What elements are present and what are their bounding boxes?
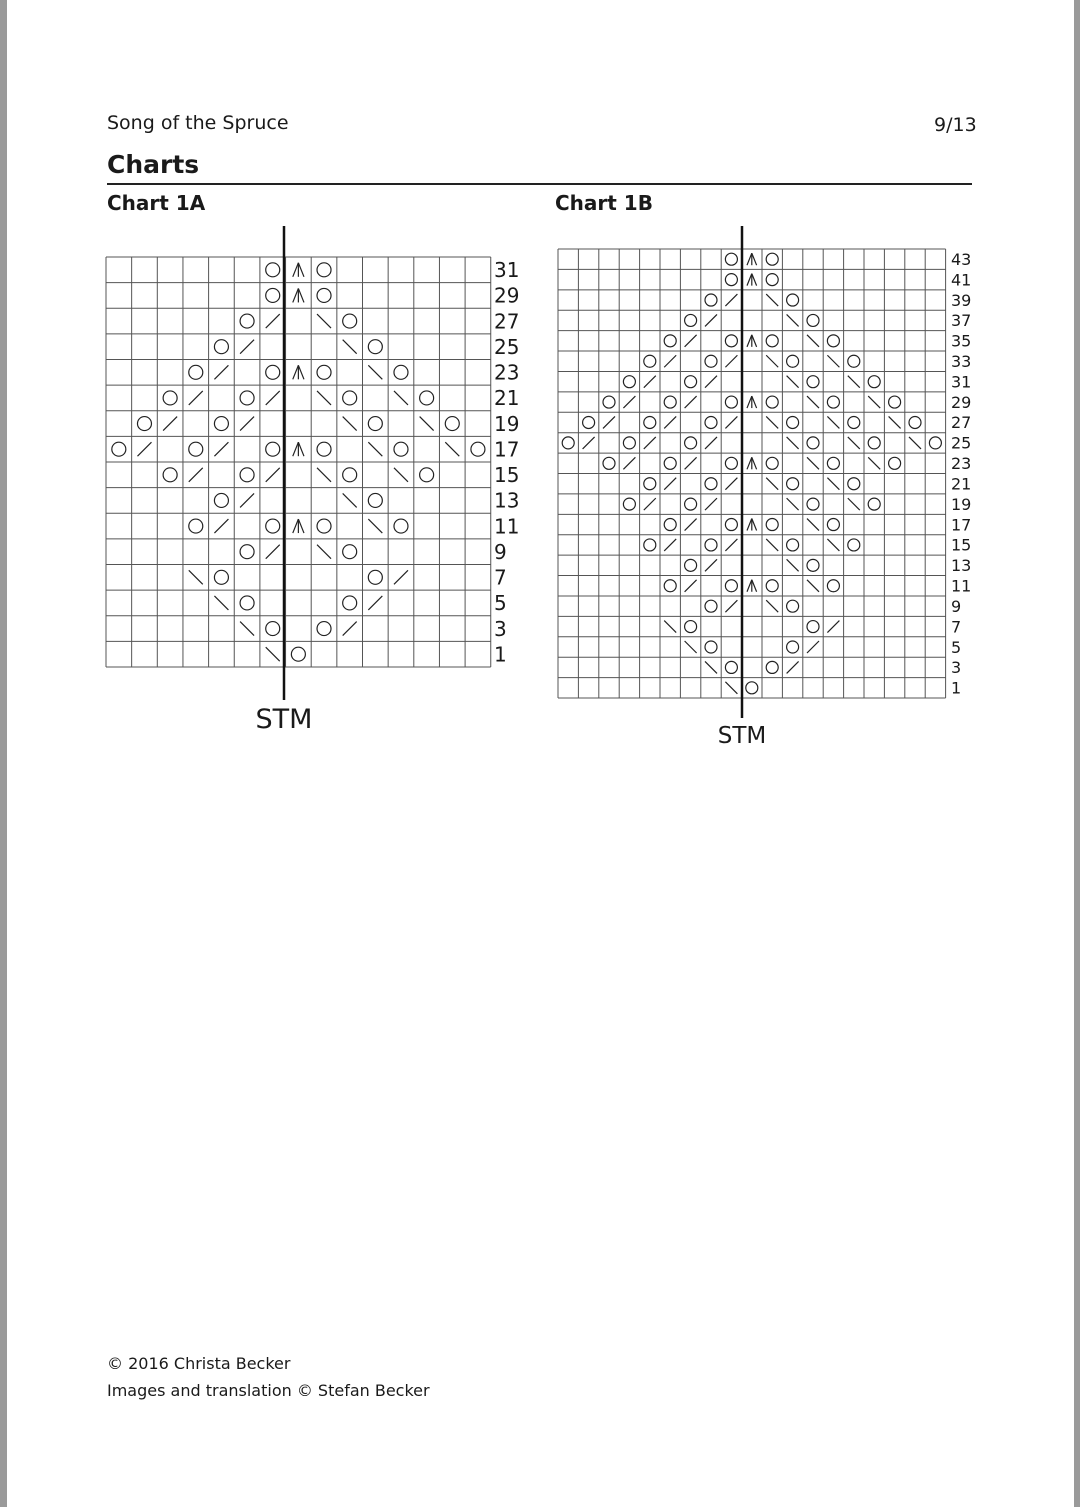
ssk-symbol [766,539,778,551]
double-decrease-symbol [747,580,757,592]
yarn-over-symbol [583,416,595,428]
yarn-over-symbol [623,376,635,388]
ssk-symbol [787,559,799,571]
yarn-over-symbol [725,253,737,265]
yarn-over-symbol [787,600,799,612]
row-number-label: 23 [494,360,520,385]
k2tog-symbol [685,519,697,531]
k2tog-symbol [705,498,717,510]
yarn-over-symbol [603,457,615,469]
yarn-over-symbol [787,355,799,367]
row-number-label: 7 [494,565,507,590]
row-number-label: 1 [494,642,507,667]
k2tog-symbol [787,661,799,673]
k2tog-symbol [725,600,737,612]
chart-1b-title: Chart 1B [555,191,653,215]
ssk-symbol [705,661,717,673]
row-number-label: 29 [951,392,972,412]
ssk-symbol [685,641,697,653]
ssk-symbol [766,416,778,428]
ssk-symbol [807,396,819,408]
ssk-symbol [807,519,819,531]
yarn-over-symbol [725,661,737,673]
k2tog-symbol [827,621,839,633]
yarn-over-symbol [807,498,819,510]
ssk-symbol [889,416,901,428]
copyright-line: © 2016 Christa Becker [107,1354,291,1373]
row-number-label: 33 [951,352,972,372]
yarn-over-symbol [644,539,656,551]
row-number-label: 21 [494,386,520,411]
yarn-over-symbol [685,437,697,449]
row-number-label: 19 [494,411,520,436]
row-number-label: 27 [494,309,520,334]
yarn-over-symbol [807,437,819,449]
row-number-label: 13 [951,556,972,576]
yarn-over-symbol [685,314,697,326]
row-number-label: 11 [951,576,972,596]
yarn-over-symbol [787,416,799,428]
yarn-over-symbol [766,335,778,347]
k2tog-symbol [603,416,615,428]
yarn-over-symbol [848,539,860,551]
row-number-label: 41 [951,270,972,290]
row-number-label: 35 [951,331,972,351]
ssk-symbol [827,539,839,551]
ssk-symbol [827,355,839,367]
row-number-label: 15 [494,463,520,488]
yarn-over-symbol [807,376,819,388]
yarn-over-symbol [623,498,635,510]
row-number-label: 3 [494,616,507,641]
ssk-symbol [787,437,799,449]
double-decrease-symbol [747,396,757,408]
yarn-over-symbol [827,519,839,531]
row-number-label: 23 [951,454,972,474]
ssk-symbol [827,478,839,490]
row-number-label: 25 [951,433,972,453]
yarn-over-symbol [705,600,717,612]
ssk-symbol [766,600,778,612]
yarn-over-symbol [848,416,860,428]
row-number-label: 25 [494,334,520,359]
chart-1a-title: Chart 1A [107,191,206,215]
row-number-label: 11 [494,514,520,539]
k2tog-symbol [583,437,595,449]
yarn-over-symbol [909,416,921,428]
yarn-over-symbol [603,396,615,408]
k2tog-symbol [705,314,717,326]
ssk-symbol [787,498,799,510]
yarn-over-symbol [766,274,778,286]
yarn-over-symbol [787,539,799,551]
double-decrease-symbol [747,335,757,347]
yarn-over-symbol [664,519,676,531]
k2tog-symbol [685,335,697,347]
ssk-symbol [807,457,819,469]
row-number-label: 31 [951,372,972,392]
ssk-symbol [807,580,819,592]
yarn-over-symbol [807,314,819,326]
k2tog-symbol [725,355,737,367]
yarn-over-symbol [725,457,737,469]
yarn-over-symbol [787,641,799,653]
yarn-over-symbol [848,355,860,367]
double-decrease-symbol [747,519,757,531]
yarn-over-symbol [766,253,778,265]
yarn-over-symbol [725,580,737,592]
row-number-label: 43 [951,249,972,269]
row-number-label: 9 [951,596,962,616]
credits-line: Images and translation © Stefan Becker [107,1381,430,1400]
yarn-over-symbol [644,416,656,428]
k2tog-symbol [685,396,697,408]
k2tog-symbol [623,396,635,408]
yarn-over-symbol [766,457,778,469]
yarn-over-symbol [766,396,778,408]
yarn-over-symbol [807,559,819,571]
k2tog-symbol [664,355,676,367]
yarn-over-symbol [664,335,676,347]
row-number-label: 17 [494,437,520,462]
row-number-label: 21 [951,474,972,494]
k2tog-symbol [685,457,697,469]
ssk-symbol [787,376,799,388]
ssk-symbol [848,498,860,510]
ssk-symbol [664,621,676,633]
k2tog-symbol [725,478,737,490]
k2tog-symbol [644,437,656,449]
row-number-label: 19 [951,494,972,514]
yarn-over-symbol [848,478,860,490]
row-number-label: 5 [951,637,962,657]
k2tog-symbol [807,641,819,653]
yarn-over-symbol [705,641,717,653]
row-number-label: 9 [494,539,507,564]
yarn-over-symbol [868,376,880,388]
yarn-over-symbol [685,621,697,633]
k2tog-symbol [664,416,676,428]
row-number-label: 27 [951,413,972,433]
yarn-over-symbol [766,661,778,673]
yarn-over-symbol [562,437,574,449]
k2tog-symbol [705,376,717,388]
row-number-label: 3 [951,658,962,678]
ssk-symbol [725,682,737,694]
yarn-over-symbol [766,519,778,531]
k2tog-symbol [623,457,635,469]
yarn-over-symbol [664,457,676,469]
row-number-label: 15 [951,535,972,555]
yarn-over-symbol [889,396,901,408]
yarn-over-symbol [705,355,717,367]
row-number-label: 31 [494,258,520,283]
ssk-symbol [848,376,860,388]
row-number-label: 29 [494,283,520,308]
stitch-marker-label: STM [255,704,313,735]
k2tog-symbol [644,498,656,510]
yarn-over-symbol [787,478,799,490]
yarn-over-symbol [623,437,635,449]
row-number-label: 39 [951,290,972,310]
ssk-symbol [766,355,778,367]
k2tog-symbol [705,559,717,571]
double-decrease-symbol [747,457,757,469]
row-number-label: 37 [951,311,972,331]
row-number-label: 1 [951,678,962,698]
yarn-over-symbol [827,335,839,347]
ssk-symbol [766,294,778,306]
row-number-label: 7 [951,617,962,637]
k2tog-symbol [685,580,697,592]
document-title: Song of the Spruce [107,112,289,134]
stitch-marker-label: STM [717,723,767,749]
yarn-over-symbol [685,376,697,388]
yarn-over-symbol [827,457,839,469]
k2tog-symbol [725,416,737,428]
ssk-symbol [909,437,921,449]
k2tog-symbol [725,294,737,306]
ssk-symbol [766,478,778,490]
yarn-over-symbol [705,294,717,306]
yarn-over-symbol [725,396,737,408]
yarn-over-symbol [787,294,799,306]
yarn-over-symbol [766,580,778,592]
yarn-over-symbol [889,457,901,469]
ssk-symbol [868,457,880,469]
yarn-over-symbol [685,498,697,510]
yarn-over-symbol [664,580,676,592]
k2tog-symbol [664,478,676,490]
yarn-over-symbol [868,498,880,510]
yarn-over-symbol [685,559,697,571]
yarn-over-symbol [644,355,656,367]
yarn-over-symbol [664,396,676,408]
ssk-symbol [848,437,860,449]
double-decrease-symbol [747,274,757,286]
row-number-label: 5 [494,591,507,616]
ssk-symbol [787,314,799,326]
ssk-symbol [807,335,819,347]
yarn-over-symbol [725,274,737,286]
yarn-over-symbol [644,478,656,490]
yarn-over-symbol [827,580,839,592]
k2tog-symbol [705,437,717,449]
ssk-symbol [827,416,839,428]
yarn-over-symbol [827,396,839,408]
yarn-over-symbol [929,437,941,449]
k2tog-symbol [664,539,676,551]
yarn-over-symbol [807,621,819,633]
ssk-symbol [868,396,880,408]
k2tog-symbol [725,539,737,551]
yarn-over-symbol [705,539,717,551]
section-heading: Charts [107,150,200,179]
yarn-over-symbol [725,335,737,347]
row-number-label: 13 [494,488,520,513]
yarn-over-symbol [746,682,758,694]
k2tog-symbol [644,376,656,388]
yarn-over-symbol [868,437,880,449]
row-number-label: 17 [951,515,972,535]
yarn-over-symbol [705,416,717,428]
double-decrease-symbol [747,253,757,265]
page-number: 9/13 [934,114,977,136]
yarn-over-symbol [705,478,717,490]
yarn-over-symbol [725,519,737,531]
